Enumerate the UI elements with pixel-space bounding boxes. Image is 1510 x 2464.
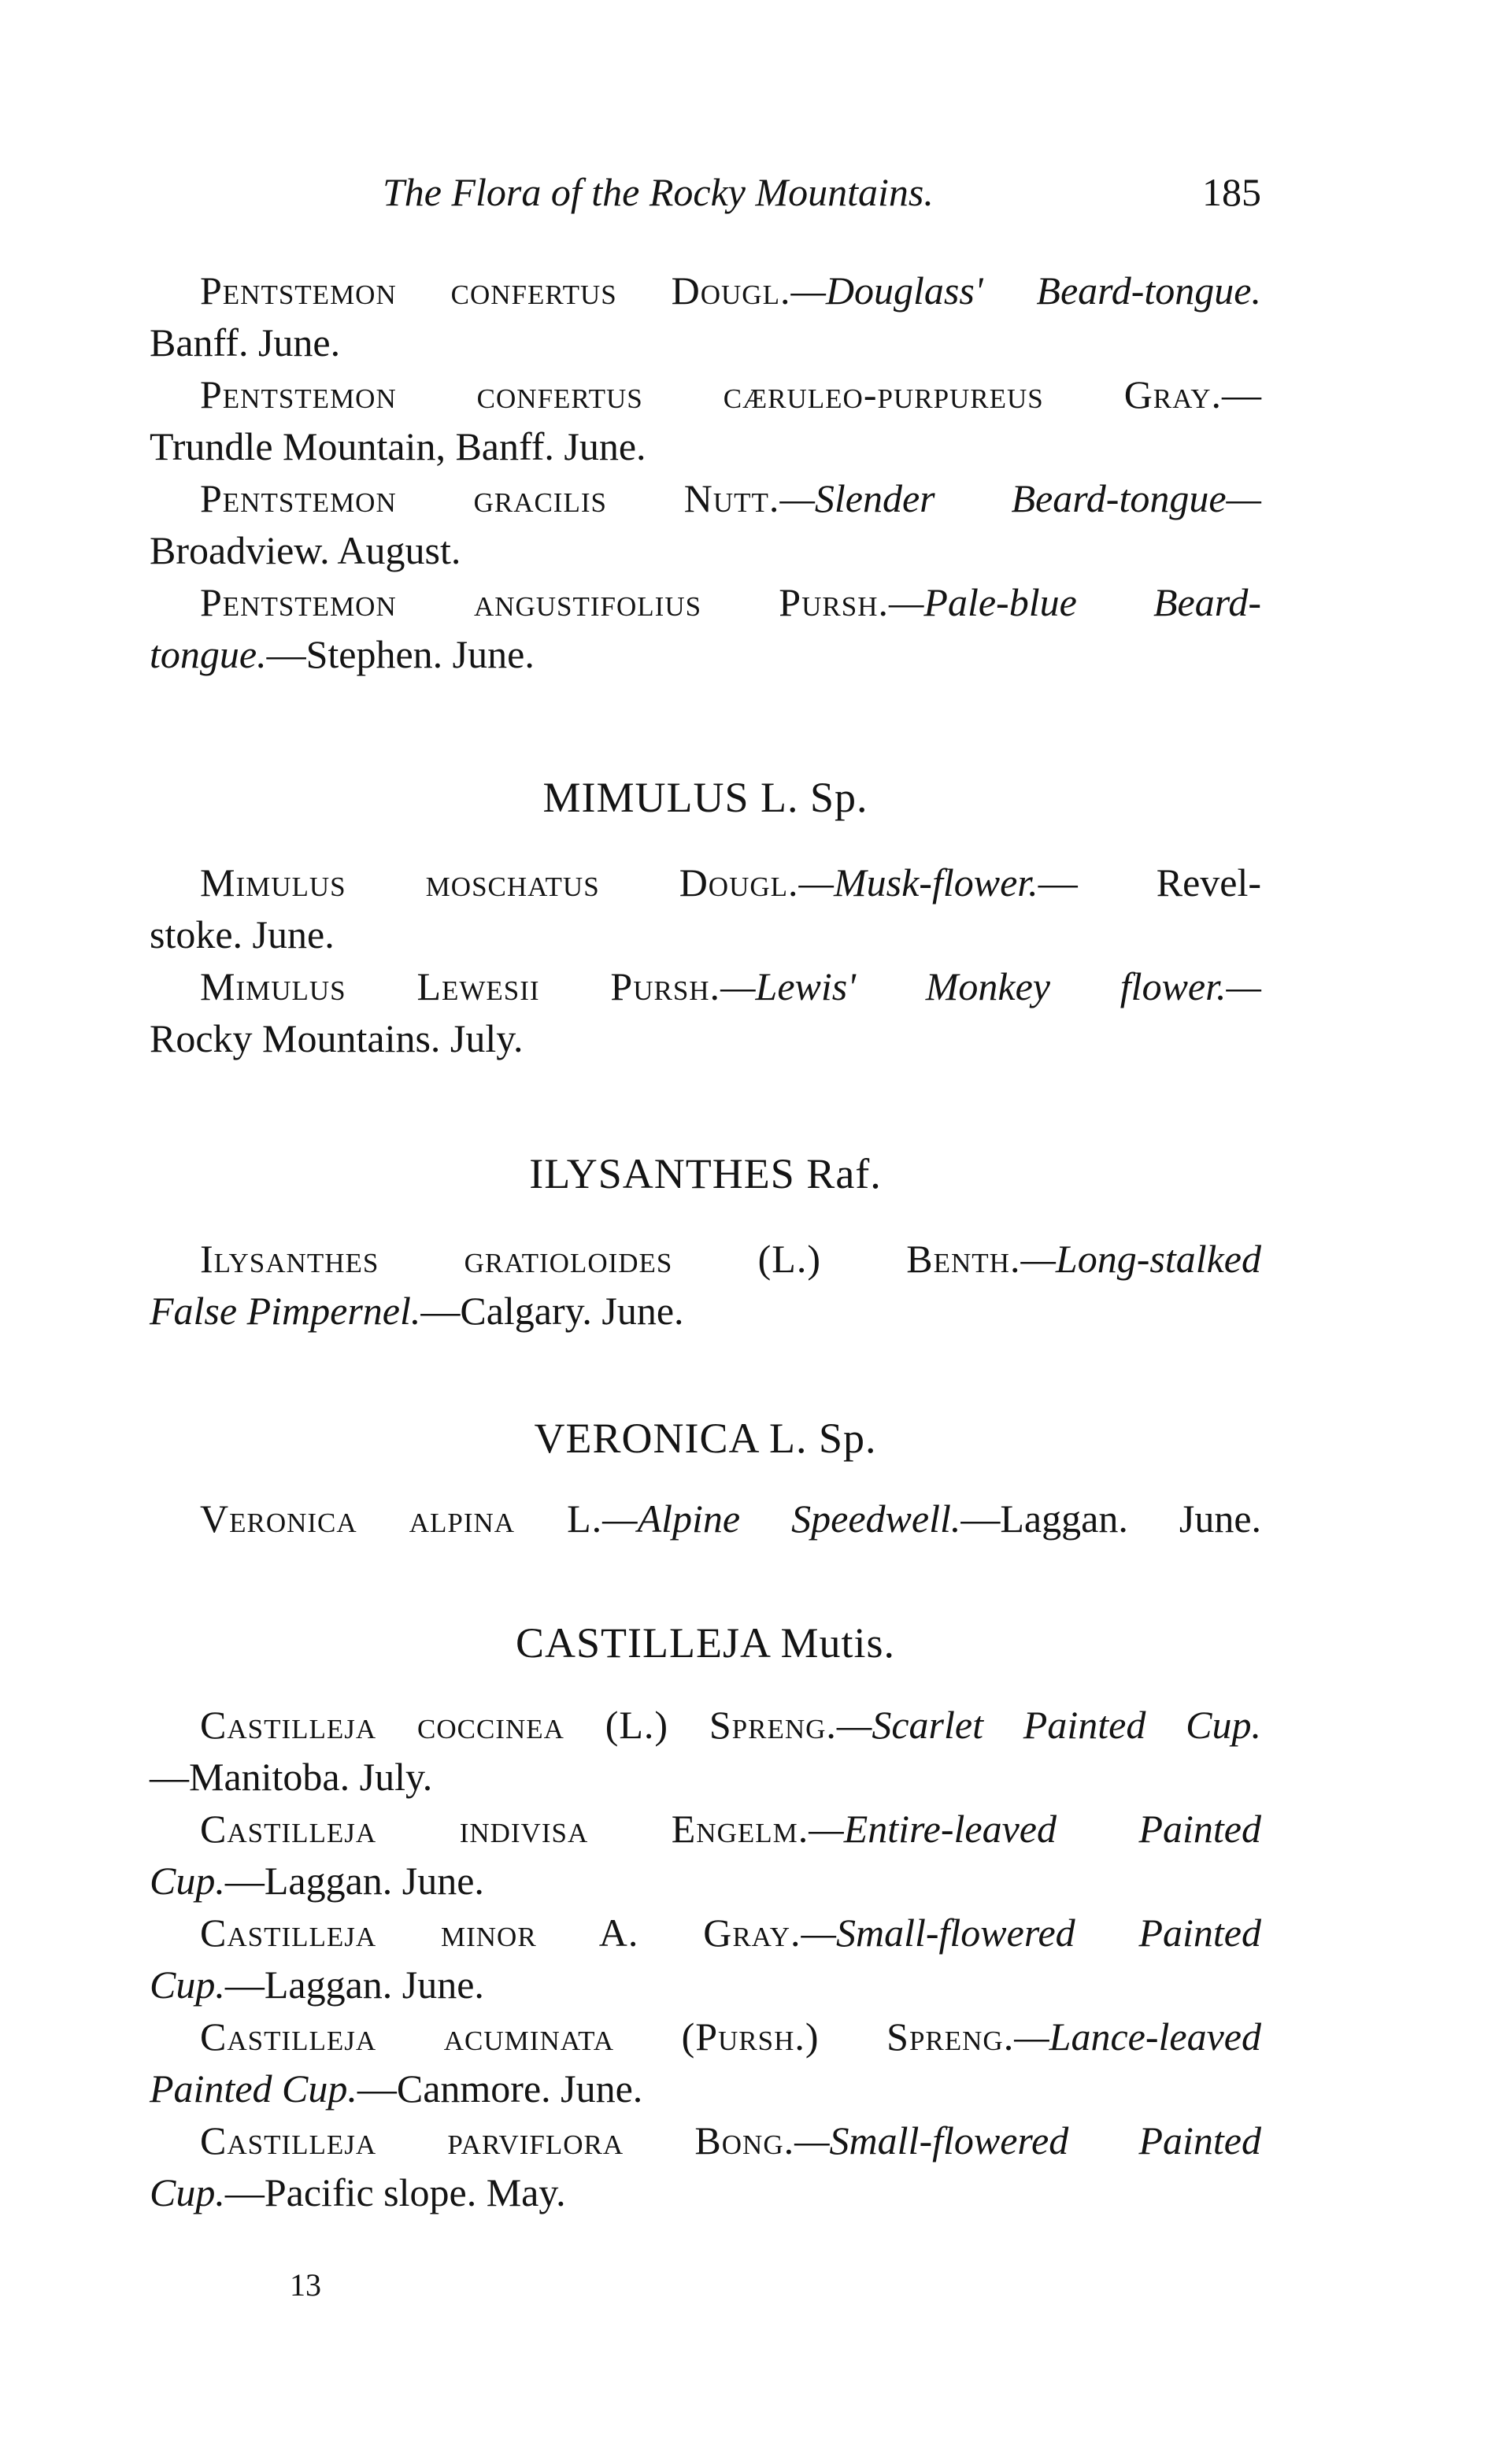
entry-line bbox=[200, 472, 1261, 524]
locality: —Laggan. June. bbox=[960, 1497, 1262, 1541]
entry-line bbox=[200, 856, 1261, 908]
scientific-name: Pentstemon confertus cæruleo-purpureus Gray. bbox=[200, 372, 1222, 416]
scientific-name: Castilleja coccinea (L.) Spreng. bbox=[200, 1703, 837, 1747]
common-name: —Douglass' Beard-tongue. bbox=[790, 268, 1261, 313]
common-name: —Small-flowered Painted bbox=[801, 1911, 1261, 1955]
locality: — bbox=[1222, 372, 1261, 416]
locality: — Revel- bbox=[1038, 860, 1262, 905]
locality: Rocky Mountains. July. bbox=[150, 1016, 524, 1060]
entry-line bbox=[150, 628, 1261, 680]
genus-heading-castilleja: CASTILLEJA Mutis. bbox=[515, 1619, 896, 1667]
entry-line bbox=[150, 908, 1261, 960]
entry-line bbox=[200, 368, 1261, 420]
locality: —Stephen. June. bbox=[266, 632, 535, 676]
entry-line bbox=[150, 1285, 1261, 1337]
entry-line bbox=[200, 2114, 1261, 2166]
entry-line bbox=[200, 265, 1261, 316]
locality: Banff. June. bbox=[150, 320, 341, 364]
scientific-name: Mimulus Lewesii Pursh. bbox=[200, 964, 721, 1008]
common-name: False Pimpernel. bbox=[150, 1289, 421, 1333]
scientific-name: Veronica alpina L. bbox=[200, 1497, 603, 1541]
scientific-name: Pentstemon confertus Dougl. bbox=[200, 268, 791, 313]
common-name: —Pale-blue Beard- bbox=[888, 580, 1261, 624]
genus-heading-ilysanthes: ILYSANTHES Raf. bbox=[529, 1150, 882, 1197]
common-name: Cup. bbox=[150, 1859, 225, 1903]
locality: —Manitoba. July. bbox=[150, 1755, 433, 1799]
entry-line bbox=[200, 960, 1261, 1012]
entry-line bbox=[150, 524, 1261, 576]
locality: Trundle Mountain, Banff. June. bbox=[150, 424, 646, 468]
common-name: —Slender Beard-tongue— bbox=[779, 476, 1261, 520]
entry-line bbox=[150, 420, 1261, 472]
entry-line bbox=[200, 576, 1261, 628]
locality: —Calgary. June. bbox=[420, 1289, 684, 1333]
entry-line bbox=[150, 2166, 1261, 2218]
common-name: —Scarlet Painted Cup. bbox=[836, 1703, 1261, 1747]
entry-line bbox=[200, 2011, 1261, 2063]
common-name: —Alpine Speedwell. bbox=[602, 1497, 961, 1541]
signature-mark: 13 bbox=[290, 2267, 321, 2303]
locality: —Pacific slope. May. bbox=[224, 2170, 566, 2214]
genus-heading-veronica: VERONICA L. Sp. bbox=[534, 1415, 877, 1462]
genus-heading-mimulus: MIMULUS L. Sp. bbox=[542, 774, 868, 821]
locality: —Laggan. June. bbox=[224, 1963, 484, 2007]
common-name: —Long-stalked bbox=[1020, 1237, 1261, 1281]
locality: stoke. June. bbox=[150, 912, 335, 956]
entry-line bbox=[200, 1907, 1261, 1959]
entry-line bbox=[150, 2063, 1261, 2114]
scientific-name: Pentstemon gracilis Nutt. bbox=[200, 476, 780, 520]
common-name: Cup. bbox=[150, 1963, 225, 2007]
page-header bbox=[376, 161, 1261, 224]
scientific-name: Mimulus moschatus Dougl. bbox=[200, 860, 799, 905]
entry-line bbox=[200, 1699, 1261, 1751]
common-name: —Small-flowered Painted bbox=[794, 2118, 1261, 2162]
scientific-name: Castilleja parviflora Bong. bbox=[200, 2118, 795, 2162]
scientific-name: Ilysanthes gratioloides (L.) Benth. bbox=[200, 1237, 1021, 1281]
common-name: Painted Cup. bbox=[150, 2066, 357, 2111]
entry-line bbox=[150, 1959, 1261, 2011]
scientific-name: Castilleja indivisa Engelm. bbox=[200, 1807, 809, 1851]
scientific-name: Pentstemon angustifolius Pursh. bbox=[200, 580, 889, 624]
entry-line bbox=[150, 316, 1261, 368]
common-name: Cup. bbox=[150, 2170, 225, 2214]
locality: —Canmore. June. bbox=[357, 2066, 643, 2111]
common-name: —Lewis' Monkey flower.— bbox=[720, 964, 1261, 1008]
page-number: 185 bbox=[1202, 170, 1261, 214]
running-title: The Flora of the Rocky Mountains. bbox=[383, 170, 934, 214]
locality: Broadview. August. bbox=[150, 528, 461, 572]
common-name: tongue. bbox=[150, 632, 267, 676]
entry-line bbox=[150, 1751, 1261, 1803]
scientific-name: Castilleja acuminata (Pursh.) Spreng. bbox=[200, 2014, 1015, 2059]
entry-line bbox=[200, 1803, 1261, 1855]
common-name: —Lance-leaved bbox=[1014, 2014, 1261, 2059]
common-name: —Entire-leaved Painted bbox=[809, 1807, 1262, 1851]
entry-line bbox=[200, 1233, 1261, 1285]
scientific-name: Castilleja minor A. Gray. bbox=[200, 1911, 801, 1955]
entry-line bbox=[150, 1855, 1261, 1907]
locality: —Laggan. June. bbox=[224, 1859, 484, 1903]
common-name: —Musk-flower. bbox=[798, 860, 1038, 905]
entry-line bbox=[150, 1012, 1261, 1064]
entry-line bbox=[200, 1493, 1261, 1545]
